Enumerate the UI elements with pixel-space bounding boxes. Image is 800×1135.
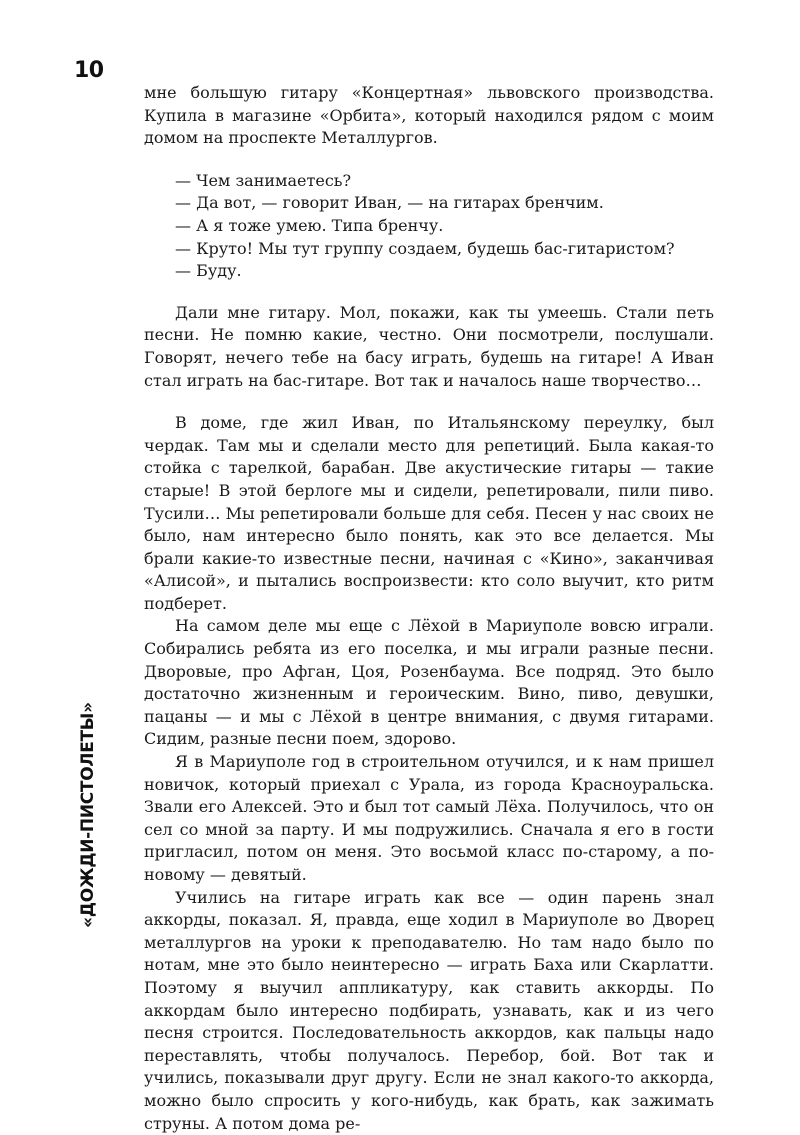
section-gap bbox=[144, 392, 714, 412]
paragraph: В доме, где жил Иван, по Итальянскому переулку, был чердак. Там мы и сделали место для репетиций. Была какая-то стойка с тарелкой, барабан. Две акустические гитары — такие старые! В этой берлоге мы и сидели, репетировали, пили пиво. Тусили… Мы репетировали больше для себя. Песен у нас своих не было, нам интересно было понять, как это все делается. Мы брали какие-то известные песни, начиная с «Кино», заканчивая «Алисой», и пытались воспроизвести: кто соло выучит, кто ритм подберет. bbox=[144, 413, 714, 613]
dialogue-line: — Круто! Мы тут группу создаем, будешь бас-гитаристом? bbox=[175, 238, 675, 258]
dialogue-line: — А я тоже умею. Типа бренчу. bbox=[175, 215, 444, 235]
paragraph: Дали мне гитару. Мол, покажи, как ты умеешь. Стали петь песни. Не помню какие, честно. Они посмотрели, послушали. Говорят, нечего тебе на басу играть, будешь на гитаре! А Иван стал играть на бас-гитаре. Вот так и началось наше творчество… bbox=[144, 302, 714, 390]
dialogue-block bbox=[144, 170, 714, 283]
page-number: 10 bbox=[74, 58, 104, 83]
dialogue-line: — Буду. bbox=[175, 261, 242, 281]
paragraph: Учились на гитаре играть как все — один парень знал аккорды, показал. Я, правда, еще ходил в Мариуполе во Дворец металлургов на уроки к преподавателю. Но там надо было по нотам, мне это было неинтересно — играть Баха или Скарлатти. Поэтому я выучил аппликатуру, как ставить аккорды. По аккордам было интересно подбирать, узнавать, как и из чего песня строится. Последовательность аккордов, как пальцы надо переставлять, чтобы получалось. Перебор, бой. Вот так и учились, показывали друг другу. Если не знал какого-то аккорда, можно было спросить у кого-нибудь, как брать, как зажимать струны. А потом дома ре- bbox=[144, 887, 714, 1133]
dialogue-line: — Да вот, — говорит Иван, — на гитарах бренчим. bbox=[175, 193, 604, 213]
paragraph: Я в Мариуполе год в строительном отучился, и к нам пришел новичок, который приехал с Урала, из города Красноуральска. Звали его Алексей. Это и был тот самый Лёха. Получилось, что он сел со мной за парту. И мы подружились. Сначала я его в гости пригласил, потом он меня. Это восьмой класс по-старому, а по-новому — девятый. bbox=[144, 752, 714, 884]
dialogue-line: — Чем занимаетесь? bbox=[175, 170, 352, 190]
paragraph: На самом деле мы еще с Лёхой в Мариуполе вовсю играли. Собирались ребята из его поселка, и мы играли разные песни. Дворовые, про Афган, Цоя, Розенбаума. Все подряд. Это было достаточно жизненным и героическим. Вино, пиво, девушки, пацаны — и мы с Лёхой в центре внимания, с двумя гитарами. Сидим, разные песни поем, здорово. bbox=[144, 616, 714, 749]
running-title: «ДОЖДИ-ПИСТОЛЕТЫ» bbox=[78, 702, 98, 928]
body-text bbox=[144, 82, 714, 1135]
intro-paragraph: мне большую гитару «Концертная» львовского производства. Купила в магазине «Орбита», который находился рядом с моим домом на проспекте Металлургов. bbox=[144, 83, 714, 148]
